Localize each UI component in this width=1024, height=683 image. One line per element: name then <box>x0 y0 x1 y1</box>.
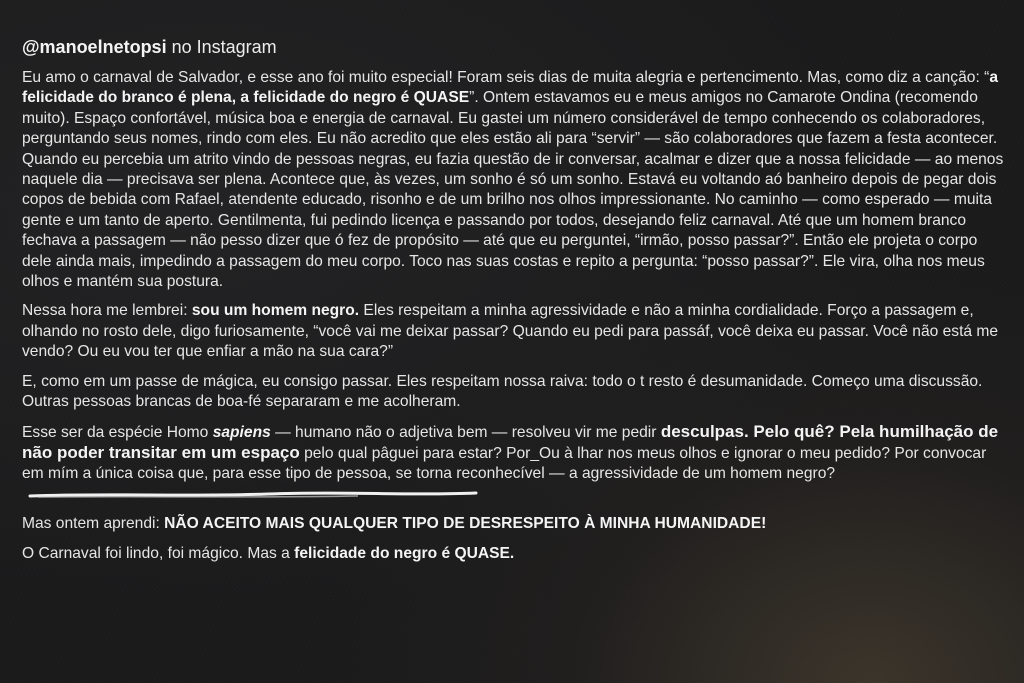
paragraph-2-emphasis: sou um homem negro. <box>191 302 360 320</box>
post-attribution <box>22 36 1006 58</box>
paragraph-6 <box>22 544 1006 564</box>
paragraph-4-text-cont: pelo qual pâguei para estar? Por_Ou à lhar nos meus olhos e ignorar o meu pedido? Por convocar em mím a única coisa que, para esse tipo de pessoa, se torna reconhecível — a agressividade de um homem negro? <box>22 444 987 483</box>
paragraph-2-text: Eles respeitam a minha agressividade e não a minha cordialidade. Forço a passagem e, olhando no rosto dele, digo furiosamente, “você vai me deixar passar? Quando eu pedi para passáf, você deixa eu passar. Você não está me vendo? Ou eu vou ter que enfiar a mão na sua cara?” <box>22 302 999 361</box>
paragraph-2-intro: Nessa hora me lembrei: <box>22 302 192 320</box>
paragraph-5 <box>22 514 1006 534</box>
paragraph-4-text: — humano não o adjetiva bem — resolveu vir me pedir <box>270 423 661 441</box>
paragraph-1 <box>22 68 1006 292</box>
paragraph-1-text-cont: ”. Ontem estavamos eu e meus amigos no Camarote Ondina (recomendo muito). Espaço confortável, música boa e energia de carnaval. Eu gastei um número considerável de tempo conhecendo os colaboradores, perguntando seus nomes, rindo com eles. Eu não acredito que eles estão ali para “servir” — são colaboradores que fazem a festa acontecer. Quando eu percebia um atrito vindo de pessoas negras, eu fazia questão de ir conversar, acalmar e dizer que a nossa felicidade — ao menos naquele dia — precisava ser plena. Acontece que, às vezes, um sonho é só um sonho. Estavá eu voltando aó banheiro depois de pegar dois copos de bebida com Rafael, atendente educado, risonho e de um brilho nos olhos impressionante. No caminho — como esperado — muita gente e um tanto de aperto. Gentilmenta, fui pedindo licença e passando por todos, desejando feliz carnaval. Até que um homem branco fechava a passagem — não pesso dizer que ó fez de propósito — até que eu perguntei, “irmão, posso passar?”. Então ele projeta o corpo dele ainda mais, impedindo a passagem do meu corpo. Toco nas suas costas e repito a pergunta: “posso passar?”. Ele vira, olha nos meus olhos e mantém sua postura. <box>22 89 1004 291</box>
paragraph-5-intro: Mas ontem aprendi: <box>22 515 165 533</box>
paragraph-2 <box>22 301 1006 362</box>
instagram-handle[interactable]: @manoelnetopsi <box>22 37 167 57</box>
paragraph-1-quote: a felicidade do branco é plena, a felicidade do negro é QUASE <box>22 69 998 107</box>
paragraph-3: E, como em um passe de mágica, eu consigo passar. Eles respeitam nossa raiva: todo o t resto é desumanidade. Começo uma discussão. Outras pessoas brancas de boa-fé separaram e me acolheram. <box>22 372 983 411</box>
paragraph-4 <box>22 422 1006 506</box>
paragraph-4-emphasis: desculpas. Pelo quê? Pela humilhação de não poder transitar em um espaço <box>22 421 999 462</box>
paragraph-5-emphasis: NÃO ACEITO MAIS QUALQUER TIPO DE DESRESPEITO À MINHA HUMANIDADE! <box>164 515 767 533</box>
attribution-suffix: no Instagram <box>166 37 277 57</box>
brush-stroke-decoration <box>28 490 478 500</box>
post-content <box>22 36 1006 564</box>
paragraph-4-intro: Esse ser da espécie Homo <box>22 423 213 441</box>
paragraph-6-emphasis: felicidade do negro é QUASE. <box>294 544 515 562</box>
paragraph-6-intro: O Carnaval foi lindo, foi mágico. Mas a <box>22 544 295 562</box>
paragraph-1-text: Eu amo o carnaval de Salvador, e esse ano foi muito especial! Foram seis dias de muita alegria e pertencimento. Mas, como diz a canção: “ <box>22 69 990 86</box>
paragraph-4-italic: sapiens <box>212 423 271 441</box>
